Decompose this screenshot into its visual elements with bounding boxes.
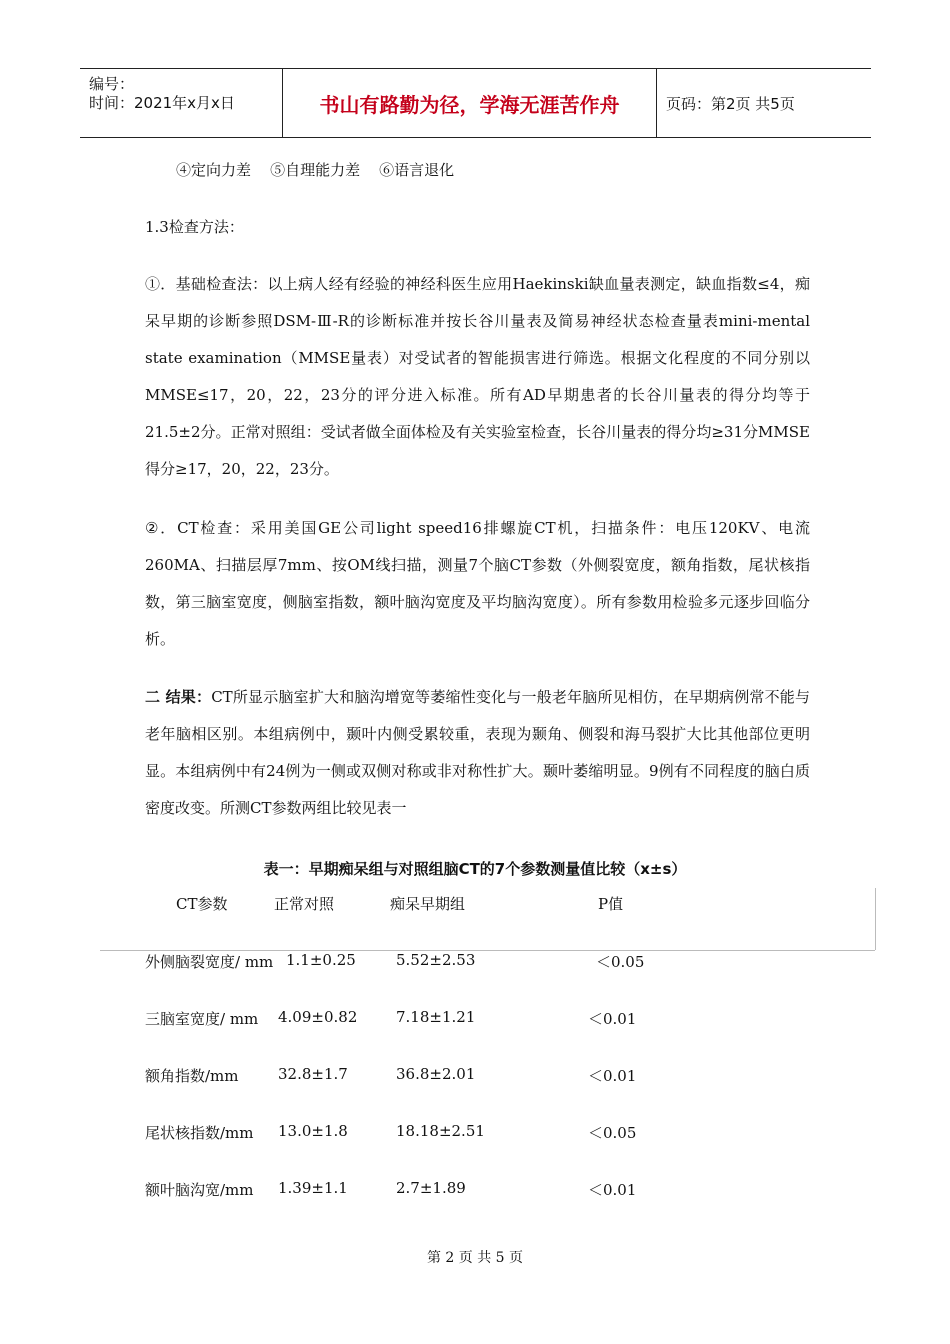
table-cell-dementia: 5.52±2.53	[396, 951, 476, 969]
table-cell-control: 4.09±0.82	[278, 1008, 358, 1026]
table-caption: 表一：早期痴呆组与对照组脑CT的7个参数测量值比较（x±s）	[263, 860, 687, 878]
table-cell-dementia: 18.18±2.51	[396, 1122, 485, 1140]
table-cell-param: 外侧脑裂宽度/ mm	[145, 953, 274, 971]
table-cell-control: 1.1±0.25	[286, 951, 356, 969]
results-text: CT所显示脑室扩大和脑沟增宽等萎缩性变化与一般老年脑所见相仿，在早期病例常不能与老年脑相区别。本组病例中，颞叶内侧受累较重，表现为颞角、侧裂和海马裂扩大比其他部位更明显。本组病例中有24例为一侧或双侧对称或非对称性扩大。颞叶萎缩明显。9例有不同程度的脑白质密度改变。所测CT参数两组比较见表一	[145, 688, 810, 817]
table-cell-pvalue: ＜0.01	[588, 1010, 637, 1028]
document-date-label: 时间：2021年x月x日	[89, 94, 235, 112]
table-cell-param: 三脑室宽度/ mm	[145, 1010, 259, 1028]
table-cell-control: 1.39±1.1	[278, 1179, 348, 1197]
table-cell-dementia: 2.7±1.89	[396, 1179, 466, 1197]
table-header-dementia: 痴呆早期组	[390, 895, 466, 913]
table-side-rule	[875, 888, 876, 950]
table-header-pvalue: P值	[598, 895, 624, 913]
section-heading-1-3: 1.3检查方法：	[145, 218, 244, 236]
table-header-control: 正常对照	[274, 895, 335, 913]
header-motto: 书山有路勤为径，学海无涯苦作舟	[319, 92, 620, 117]
table-header-param: CT参数	[176, 895, 228, 913]
table-cell-pvalue: ＜0.05	[596, 953, 645, 971]
paragraph-ct-exam: ②．CT检查：采用美国GE公司light speed16排螺旋CT机，扫描条件：电压120KV、电流260MA、扫描层厚7mm、按OM线扫描，测量7个脑CT参数（外侧裂宽度，额角指数，尾状核指数，第三脑室宽度，侧脑室指数，额叶脑沟宽度及平均脑沟宽度）。所有参数用检验多元逐步回临分析。	[145, 519, 810, 648]
table-cell-pvalue: ＜0.01	[588, 1181, 637, 1199]
paragraph-basic-exam: ①．基础检查法：以上病人经有经验的神经科医生应用Haekinski缺血量表测定，缺血指数≤4，痴呆早期的诊断参照DSM-Ⅲ-R的诊断标准并按长谷川量表及简易神经状态检查量表mini-mental state examination（MMSE量表）对受试者的智能损害进行筛选。根据文化程度的不同分别以MMSE≤17，20，22，23分的评分进入标准。所有AD早期患者的长谷川量表的得分均等于21.5±2分。正常对照组：受试者做全面体检及有关实验室检查，长谷川量表的得分均≥31分MMSE得分≥17，20，22，23分。	[145, 275, 810, 478]
results-heading: 二 结果：	[145, 688, 212, 706]
header-divider	[656, 69, 657, 137]
table-cell-dementia: 7.18±1.21	[396, 1008, 476, 1026]
page-footer: 第 2 页 共 5 页	[426, 1250, 524, 1266]
table-cell-control: 32.8±1.7	[278, 1065, 348, 1083]
table-cell-param: 额角指数/mm	[145, 1067, 239, 1085]
table-cell-dementia: 36.8±2.01	[396, 1065, 476, 1083]
document-number-label: 编号：	[89, 75, 135, 93]
table-cell-pvalue: ＜0.05	[588, 1124, 637, 1142]
header-table	[80, 68, 871, 138]
paragraph-results	[145, 679, 810, 827]
table-cell-control: 13.0±1.8	[278, 1122, 348, 1140]
table-cell-param: 额叶脑沟宽/mm	[145, 1181, 254, 1199]
header-meta-cell	[80, 69, 282, 137]
symptom-items-line: ④定向力差 ⑤自理能力差 ⑥语言退化	[176, 161, 455, 179]
table-cell-param: 尾状核指数/mm	[145, 1124, 254, 1142]
table-cell-pvalue: ＜0.01	[588, 1067, 637, 1085]
header-page-label: 页码：第2页 共5页	[666, 94, 795, 113]
